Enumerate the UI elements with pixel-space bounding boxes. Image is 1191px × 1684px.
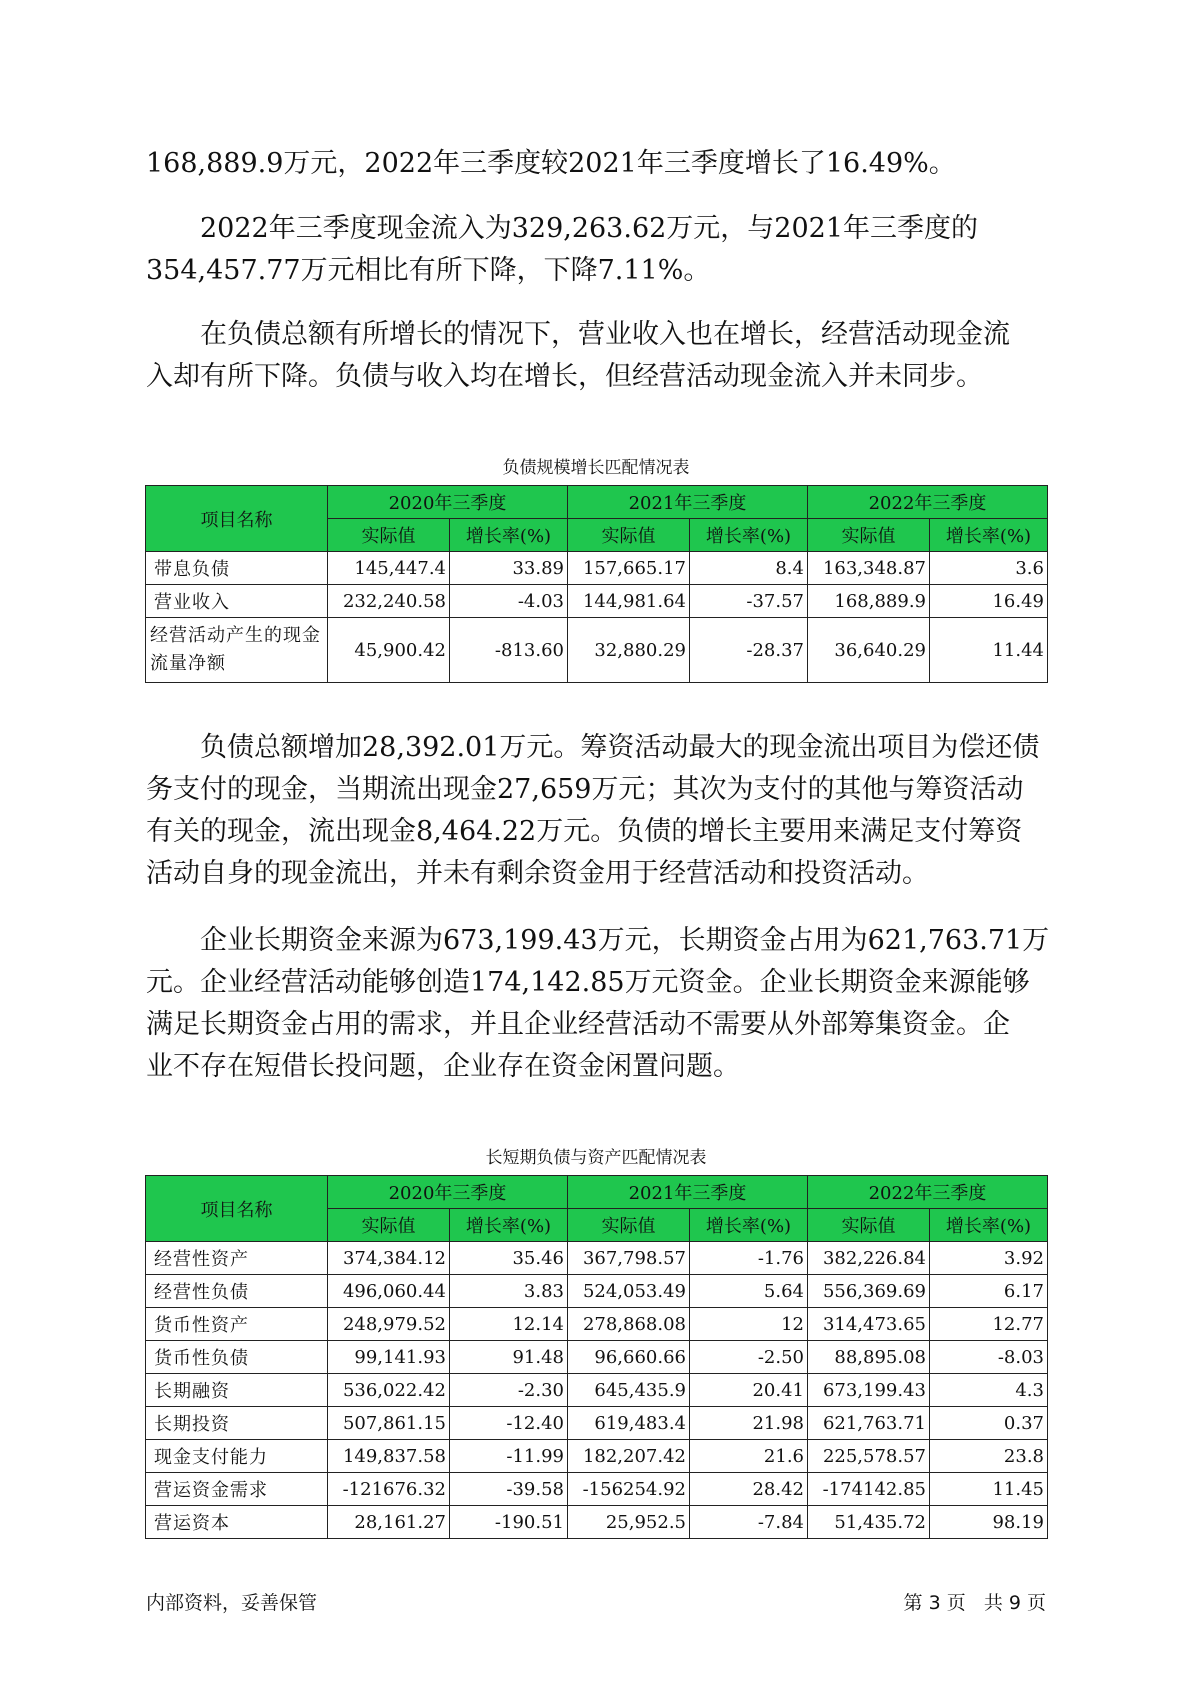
- asset-liability-table: [145, 1175, 1048, 1539]
- cell-value: 278,868.08: [568, 1308, 690, 1341]
- header-growth: 增长率(%): [450, 519, 568, 552]
- cell-value: 163,348.87: [808, 552, 930, 585]
- row-name: 现金支付能力: [146, 1440, 328, 1473]
- cell-value: -39.58: [450, 1473, 568, 1506]
- cell-value: 33.89: [450, 552, 568, 585]
- header-item-name: 项目名称: [146, 486, 328, 552]
- cell-value: -7.84: [690, 1506, 808, 1539]
- table-row: [146, 618, 1048, 683]
- row-name: 营运资本: [146, 1506, 328, 1539]
- row-name: 货币性负债: [146, 1341, 328, 1374]
- row-name: 货币性资产: [146, 1308, 328, 1341]
- header-period: 2021年三季度: [568, 1176, 808, 1209]
- cell-value: 524,053.49: [568, 1275, 690, 1308]
- table-row: [146, 1242, 1048, 1275]
- paragraph-line: 有关的现金，流出现金8,464.22万元。负债的增长主要用来满足支付筹资: [146, 816, 1023, 847]
- cell-value: 88,895.08: [808, 1341, 930, 1374]
- table-row: [146, 1407, 1048, 1440]
- cell-value: 3.83: [450, 1275, 568, 1308]
- cell-value: -121676.32: [328, 1473, 450, 1506]
- cell-value: 5.64: [690, 1275, 808, 1308]
- cell-value: 21.98: [690, 1407, 808, 1440]
- paragraph-line: 满足长期资金占用的需求，并且企业经营活动不需要从外部筹集资金。企: [146, 1009, 1010, 1040]
- cell-value: 145,447.4: [328, 552, 450, 585]
- cell-value: 673,199.43: [808, 1374, 930, 1407]
- header-growth: 增长率(%): [450, 1209, 568, 1242]
- cell-value: 3.6: [930, 552, 1048, 585]
- cell-value: -2.30: [450, 1374, 568, 1407]
- cell-value: 28.42: [690, 1473, 808, 1506]
- cell-value: 6.17: [930, 1275, 1048, 1308]
- cell-value: 36,640.29: [808, 618, 930, 683]
- cell-value: 11.44: [930, 618, 1048, 683]
- table1-title: 负债规模增长匹配情况表: [502, 458, 690, 478]
- cell-value: 25,952.5: [568, 1506, 690, 1539]
- header-actual: 实际值: [568, 1209, 690, 1242]
- cell-value: -28.37: [690, 618, 808, 683]
- cell-value: -813.60: [450, 618, 568, 683]
- cell-value: -8.03: [930, 1341, 1048, 1374]
- cell-value: 168,889.9: [808, 585, 930, 618]
- header-growth: 增长率(%): [930, 519, 1048, 552]
- debt-growth-table: [145, 485, 1048, 683]
- row-name: 长期融资: [146, 1374, 328, 1407]
- cell-value: 23.8: [930, 1440, 1048, 1473]
- cell-value: 374,384.12: [328, 1242, 450, 1275]
- cell-value: 182,207.42: [568, 1440, 690, 1473]
- cell-value: 232,240.58: [328, 585, 450, 618]
- table-row: [146, 1506, 1048, 1539]
- header-period: 2022年三季度: [808, 486, 1048, 519]
- cell-value: 12.14: [450, 1308, 568, 1341]
- paragraph-line: 负债总额增加28,392.01万元。筹资活动最大的现金流出项目为偿还债: [146, 732, 1040, 763]
- cell-value: 20.41: [690, 1374, 808, 1407]
- table-row: [146, 1275, 1048, 1308]
- paragraph-line: 入却有所下降。负债与收入均在增长，但经营活动现金流入并未同步。: [146, 361, 983, 392]
- cell-value: 536,022.42: [328, 1374, 450, 1407]
- cell-value: -156254.92: [568, 1473, 690, 1506]
- header-period: 2021年三季度: [568, 486, 808, 519]
- header-growth: 增长率(%): [690, 1209, 808, 1242]
- table-row: [146, 1374, 1048, 1407]
- paragraph-line: 元。企业经营活动能够创造174,142.85万元资金。企业长期资金来源能够: [146, 967, 1030, 998]
- header-actual: 实际值: [808, 1209, 930, 1242]
- paragraph-3: [146, 314, 1046, 398]
- paragraph-line: 业不存在短借长投问题，企业存在资金闲置问题。: [146, 1051, 740, 1082]
- cell-value: 621,763.71: [808, 1407, 930, 1440]
- row-name: 经营性资产: [146, 1242, 328, 1275]
- footer-page-number: 第 3 页 共 9 页: [903, 1592, 1046, 1614]
- cell-value: 496,060.44: [328, 1275, 450, 1308]
- row-name: 营业收入: [146, 585, 328, 618]
- paragraph-line: 企业长期资金来源为673,199.43万元，长期资金占用为621,763.71万: [146, 925, 1050, 956]
- table-row: [146, 1308, 1048, 1341]
- paragraph-line: 2022年三季度现金流入为329,263.62万元，与2021年三季度的: [146, 213, 979, 244]
- cell-value: 32,880.29: [568, 618, 690, 683]
- cell-value: 556,369.69: [808, 1275, 930, 1308]
- cell-value: 28,161.27: [328, 1506, 450, 1539]
- cell-value: 507,861.15: [328, 1407, 450, 1440]
- header-period: 2020年三季度: [328, 1176, 568, 1209]
- paragraph-1: [146, 143, 1046, 185]
- cell-value: -190.51: [450, 1506, 568, 1539]
- table-row: [146, 552, 1048, 585]
- row-name: 营运资金需求: [146, 1473, 328, 1506]
- cell-value: 619,483.4: [568, 1407, 690, 1440]
- cell-value: 157,665.17: [568, 552, 690, 585]
- paragraph-5: [146, 920, 1050, 1088]
- cell-value: 645,435.9: [568, 1374, 690, 1407]
- header-item-name: 项目名称: [146, 1176, 328, 1242]
- cell-value: 248,979.52: [328, 1308, 450, 1341]
- cell-value: 98.19: [930, 1506, 1048, 1539]
- cell-value: 4.3: [930, 1374, 1048, 1407]
- cell-value: 8.4: [690, 552, 808, 585]
- cell-value: 21.6: [690, 1440, 808, 1473]
- cell-value: -174142.85: [808, 1473, 930, 1506]
- cell-value: 382,226.84: [808, 1242, 930, 1275]
- header-actual: 实际值: [568, 519, 690, 552]
- paragraph-line: 在负债总额有所增长的情况下，营业收入也在增长，经营活动现金流: [146, 319, 1010, 350]
- header-period: 2022年三季度: [808, 1176, 1048, 1209]
- header-period: 2020年三季度: [328, 486, 568, 519]
- cell-value: -12.40: [450, 1407, 568, 1440]
- cell-value: 96,660.66: [568, 1341, 690, 1374]
- paragraph-line: 活动自身的现金流出，并未有剩余资金用于经营活动和投资活动。: [146, 858, 929, 889]
- cell-value: 0.37: [930, 1407, 1048, 1440]
- cell-value: -4.03: [450, 585, 568, 618]
- cell-value: 99,141.93: [328, 1341, 450, 1374]
- cell-value: 12.77: [930, 1308, 1048, 1341]
- table2-body: [146, 1242, 1048, 1539]
- paragraph-line: 168,889.9万元，2022年三季度较2021年三季度增长了16.49%。: [146, 148, 956, 179]
- cell-value: 35.46: [450, 1242, 568, 1275]
- row-name: 经营活动产生的现金流量净额: [146, 618, 328, 683]
- row-name: 长期投资: [146, 1407, 328, 1440]
- paragraph-2: [146, 208, 1046, 292]
- cell-value: 45,900.42: [328, 618, 450, 683]
- table-row: [146, 1473, 1048, 1506]
- header-actual: 实际值: [328, 1209, 450, 1242]
- footer-confidential: 内部资料，妥善保管: [146, 1592, 318, 1614]
- cell-value: 91.48: [450, 1341, 568, 1374]
- header-actual: 实际值: [808, 519, 930, 552]
- table-row: [146, 1341, 1048, 1374]
- cell-value: -1.76: [690, 1242, 808, 1275]
- cell-value: 3.92: [930, 1242, 1048, 1275]
- paragraph-line: 354,457.77万元相比有所下降，下降7.11%。: [146, 255, 711, 286]
- paragraph-4: [146, 727, 1046, 895]
- cell-value: -11.99: [450, 1440, 568, 1473]
- header-actual: 实际值: [328, 519, 450, 552]
- cell-value: 314,473.65: [808, 1308, 930, 1341]
- cell-value: 11.45: [930, 1473, 1048, 1506]
- table2-title: 长短期负债与资产匹配情况表: [485, 1148, 707, 1168]
- cell-value: 149,837.58: [328, 1440, 450, 1473]
- paragraph-line: 务支付的现金，当期流出现金27,659万元；其次为支付的其他与筹资活动: [146, 774, 1024, 805]
- cell-value: 12: [690, 1308, 808, 1341]
- row-name: 经营性负债: [146, 1275, 328, 1308]
- cell-value: 16.49: [930, 585, 1048, 618]
- row-name: 带息负债: [146, 552, 328, 585]
- cell-value: -2.50: [690, 1341, 808, 1374]
- header-growth: 增长率(%): [690, 519, 808, 552]
- cell-value: 51,435.72: [808, 1506, 930, 1539]
- cell-value: 225,578.57: [808, 1440, 930, 1473]
- cell-value: -37.57: [690, 585, 808, 618]
- table-row: [146, 585, 1048, 618]
- table-row: [146, 1440, 1048, 1473]
- cell-value: 144,981.64: [568, 585, 690, 618]
- cell-value: 367,798.57: [568, 1242, 690, 1275]
- header-growth: 增长率(%): [930, 1209, 1048, 1242]
